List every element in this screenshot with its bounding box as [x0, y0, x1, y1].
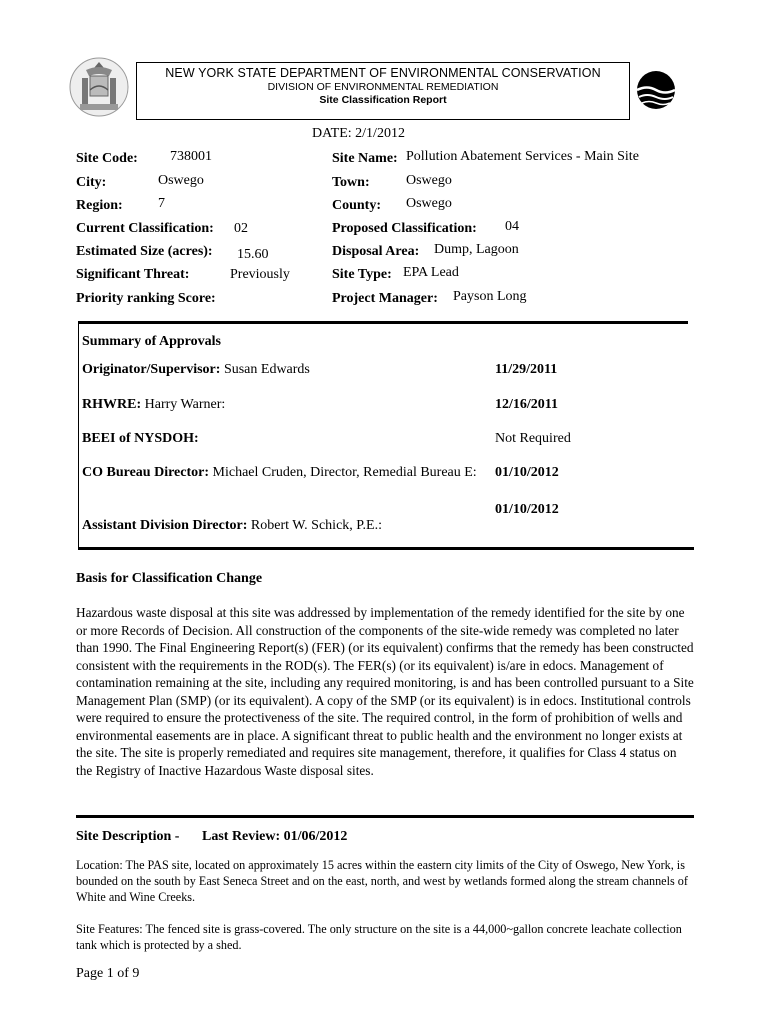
co-bureau-name: Michael Cruden, Director, Remedial Bureau E:	[212, 465, 477, 480]
co-bureau-date: 01/10/2012	[495, 465, 559, 480]
estimated-size-label: Estimated Size (acres):	[76, 244, 213, 259]
assistant-director-date: 01/10/2012	[495, 502, 559, 517]
site-description-title: Site Description -	[76, 829, 180, 844]
project-manager-value: Payson Long	[453, 289, 527, 304]
region-label: Region:	[76, 198, 123, 213]
dec-logo-icon	[636, 70, 676, 110]
approvals-top-rule	[78, 321, 688, 324]
significant-threat-label: Significant Threat:	[76, 267, 190, 282]
town-label: Town:	[332, 175, 370, 190]
originator-name: Susan Edwards	[223, 362, 310, 377]
estimated-size-value: 15.60	[237, 247, 269, 262]
site-type-value: EPA Lead	[403, 265, 459, 280]
disposal-area-label: Disposal Area:	[332, 244, 420, 259]
basis-title: Basis for Classification Change	[76, 571, 263, 586]
originator-row	[82, 362, 310, 378]
beei-status: Not Required	[495, 431, 571, 446]
last-review: Last Review: 01/06/2012	[202, 829, 348, 844]
originator-label: Originator/Supervisor:	[82, 362, 221, 377]
department-title: NEW YORK STATE DEPARTMENT OF ENVIRONMENTAL CONSERVATION	[165, 66, 601, 80]
project-manager-label: Project Manager:	[332, 291, 438, 306]
significant-threat-value: Previously	[230, 267, 290, 282]
description-top-rule	[76, 815, 694, 818]
division-title: DIVISION OF ENVIRONMENTAL REMEDIATION	[267, 81, 499, 93]
basis-paragraph: Hazardous waste disposal at this site was addressed by implementation of the remedy identified for the site by one or more Records of Decision. All construction of the components of the site-wide remedy was completed no later than 1990. The Final Engineering Report(s) (FER) (or its equivalent) confirms that the remedy has been constructed consistent with the requirements in the ROD(s). The FER(s) (or its equivalent) is/are in edocs. Management of contamination remaining at the site, including any required monitoring, is and has been controlled pursuant to a Site Management Plan (SMP) (or its equivalent). A copy of the SMP (or its equivalent) is in edocs. Institutional controls were required to ensure the protectiveness of the site. The required control, in the form of prohibition of wells and environmental easements are in place. A significant threat to public health and the environment no longer exists at the site. The site is properly remediated and requires site management, therefore, it qualifies for Class 4 status on the Registry of Inactive Hazardous Waste disposal sites.	[76, 605, 694, 778]
current-classification-label: Current Classification:	[76, 221, 214, 236]
site-name-label: Site Name:	[332, 151, 398, 166]
proposed-classification-label: Proposed Classification:	[332, 221, 477, 236]
county-label: County:	[332, 198, 382, 213]
current-classification-value: 02	[234, 221, 248, 236]
report-title: Site Classification Report	[319, 94, 447, 106]
priority-score-label: Priority ranking Score:	[76, 291, 216, 306]
region-value: 7	[158, 196, 165, 211]
site-code-label: Site Code:	[76, 151, 138, 166]
site-features-paragraph: Site Features: The fenced site is grass-covered. The only structure on the site is a 44,000~gallon concrete leachate collection tank which is protected by a shed.	[76, 922, 682, 952]
disposal-area-value: Dump, Lagoon	[434, 242, 519, 257]
approvals-bottom-rule	[78, 547, 694, 550]
location-paragraph: Location: The PAS site, located on approximately 15 acres within the eastern city limits of the City of Oswego, New York, is bounded on the south by East Seneca Street and on the east, north, and west by wetlands formed along the stream channels of White and Wine Creeks.	[76, 858, 688, 904]
beei-label: BEEI of NYSDOH:	[82, 431, 199, 446]
nys-seal-icon	[68, 56, 130, 118]
rhwre-row	[82, 397, 225, 413]
site-type-label: Site Type:	[332, 267, 392, 282]
rhwre-label: RHWRE:	[82, 397, 142, 412]
county-value: Oswego	[406, 196, 452, 211]
town-value: Oswego	[406, 173, 452, 188]
assistant-director-label: Assistant Division Director:	[82, 518, 248, 533]
approvals-left-border	[78, 321, 79, 547]
assistant-director-row	[82, 518, 382, 534]
report-date: DATE: 2/1/2012	[312, 126, 405, 141]
site-name-value: Pollution Abatement Services - Main Site	[406, 149, 639, 164]
report-header-box	[136, 62, 630, 120]
site-code-value: 738001	[170, 149, 212, 164]
assistant-director-name: Robert W. Schick, P.E.:	[250, 518, 382, 533]
rhwre-date: 12/16/2011	[495, 397, 559, 412]
co-bureau-label: CO Bureau Director:	[82, 465, 210, 480]
approvals-title: Summary of Approvals	[82, 334, 221, 349]
city-value: Oswego	[158, 173, 204, 188]
page-number: Page 1 of 9	[76, 966, 140, 981]
co-bureau-row	[82, 465, 480, 481]
proposed-classification-value: 04	[505, 219, 519, 234]
originator-date: 11/29/2011	[495, 362, 558, 377]
rhwre-name: Harry Warner:	[144, 397, 226, 412]
city-label: City:	[76, 175, 107, 190]
